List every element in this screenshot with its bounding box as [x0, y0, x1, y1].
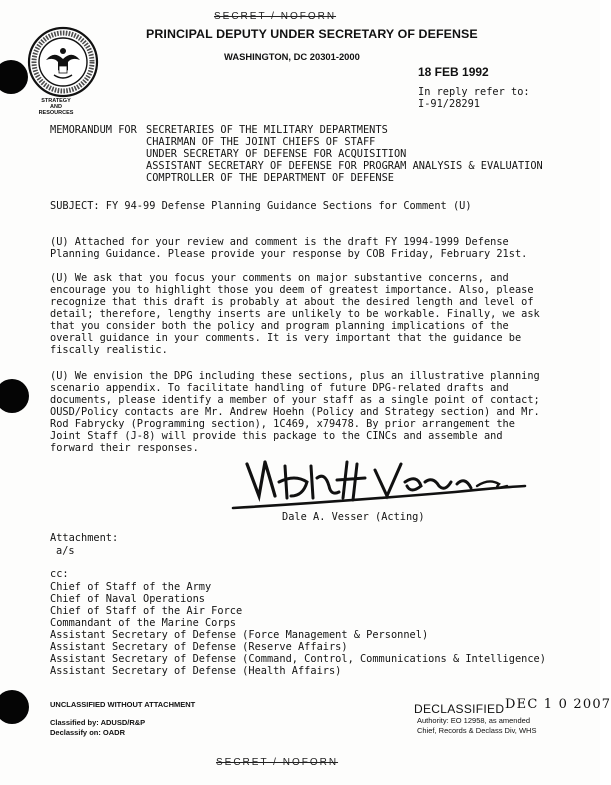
- seal-office-label: STRATEGY AND RESOURCES: [38, 98, 74, 116]
- unclassified-marking: UNCLASSIFIED WITHOUT ATTACHMENT: [50, 700, 196, 709]
- declassified-stamp-label: DECLASSIFIED: [414, 702, 505, 716]
- classified-by: Classified by: ADUSD/R&P: [50, 718, 146, 727]
- attachment-label: Attachment:: [50, 532, 119, 544]
- cc-recipient: Commandant of the Marine Corps: [50, 617, 236, 629]
- cc-recipient: Chief of Staff of the Air Force: [50, 605, 243, 617]
- letterhead-office: PRINCIPAL DEPUTY UNDER SECRETARY OF DEFENSE: [146, 27, 478, 41]
- cc-recipient: Assistant Secretary of Defense (Health Affairs): [50, 665, 342, 677]
- recipient: COMPTROLLER OF THE DEPARTMENT OF DEFENSE: [146, 172, 394, 184]
- reply-label: In reply refer to:: [418, 86, 530, 98]
- declassify-on: Declassify on: OADR: [50, 728, 126, 737]
- recipient: ASSISTANT SECRETARY OF DEFENSE FOR PROGRAM ANALYSIS & EVALUATION: [146, 160, 543, 172]
- classification-top: SECRET / NOFORN: [214, 11, 337, 22]
- binder-hole-middle: [0, 379, 29, 413]
- memo-subject: SUBJECT: FY 94-99 Defense Planning Guidance Sections for Comment (U): [50, 200, 472, 212]
- cc-list: [50, 581, 546, 677]
- recipient: CHAIRMAN OF THE JOINT CHIEFS OF STAFF: [146, 136, 376, 148]
- letterhead-address: WASHINGTON, DC 20301-2000: [224, 51, 360, 62]
- cc-label: cc:: [50, 568, 69, 580]
- declassified-office: Chief, Records & Declass Div, WHS: [417, 726, 537, 735]
- handwritten-signature: [225, 452, 535, 514]
- declassified-authority: Authority: EO 12958, as amended: [417, 716, 530, 725]
- memo-recipients: [146, 124, 543, 184]
- cc-recipient: Chief of Staff of the Army: [50, 581, 212, 593]
- memo-date: 18 FEB 1992: [418, 65, 489, 79]
- dod-seal-icon: [24, 26, 102, 98]
- cc-recipient: Assistant Secretary of Defense (Command, Control, Communications & Intelligence): [50, 653, 546, 665]
- signatory-name: Dale A. Vesser (Acting): [282, 511, 425, 523]
- paragraph-2: (U) We ask that you focus your comments on major substantive concerns, and encourage you to highlight those you deem of greatest importance. Also, please recognize that this draft is probably at about the desired length and level of detail; therefore, lengthy inserts are unlikely to be workable. Finally, we ask that you consider both the policy and program planning implications of the overall guidance in your comments. It is very important that the guidance be fiscally realistic.: [50, 272, 540, 356]
- cc-recipient: Assistant Secretary of Defense (Reserve Affairs): [50, 641, 348, 653]
- cc-recipient: Chief of Naval Operations: [50, 593, 205, 605]
- paragraph-1: (U) Attached for your review and comment is the draft FY 1994-1999 Defense Planning Guidance. Please provide your response by COB Friday, February 21st.: [50, 236, 528, 260]
- cc-recipient: Assistant Secretary of Defense (Force Management & Personnel): [50, 629, 429, 641]
- declassified-stamp-date: DEC 1 0 2007: [505, 697, 611, 712]
- attachment-value: a/s: [56, 545, 75, 557]
- reply-number: I-91/28291: [418, 98, 480, 110]
- paragraph-3: (U) We envision the DPG including these sections, plus an illustrative planning scenario appendix. To facilitate handling of future DPG-related drafts and documents, please identify a member of your staff as a single point of contact; OUSD/Policy contacts are Mr. Andrew Hoehn (Policy and Strategy section) and Mr. Rod Fabrycky (Programming section), 1C469, x79478. By prior arrangement the Joint Staff (J-8) will provide this package to the CINCs and assemble and forward their responses.: [50, 370, 540, 454]
- recipient: UNDER SECRETARY OF DEFENSE FOR ACQUISITION: [146, 148, 407, 160]
- memo-prefix: MEMORANDUM FOR: [50, 124, 137, 136]
- classification-bottom: SECRET / NOFORN: [216, 757, 339, 768]
- recipient: SECRETARIES OF THE MILITARY DEPARTMENTS: [146, 124, 388, 136]
- binder-hole-bottom: [0, 690, 29, 724]
